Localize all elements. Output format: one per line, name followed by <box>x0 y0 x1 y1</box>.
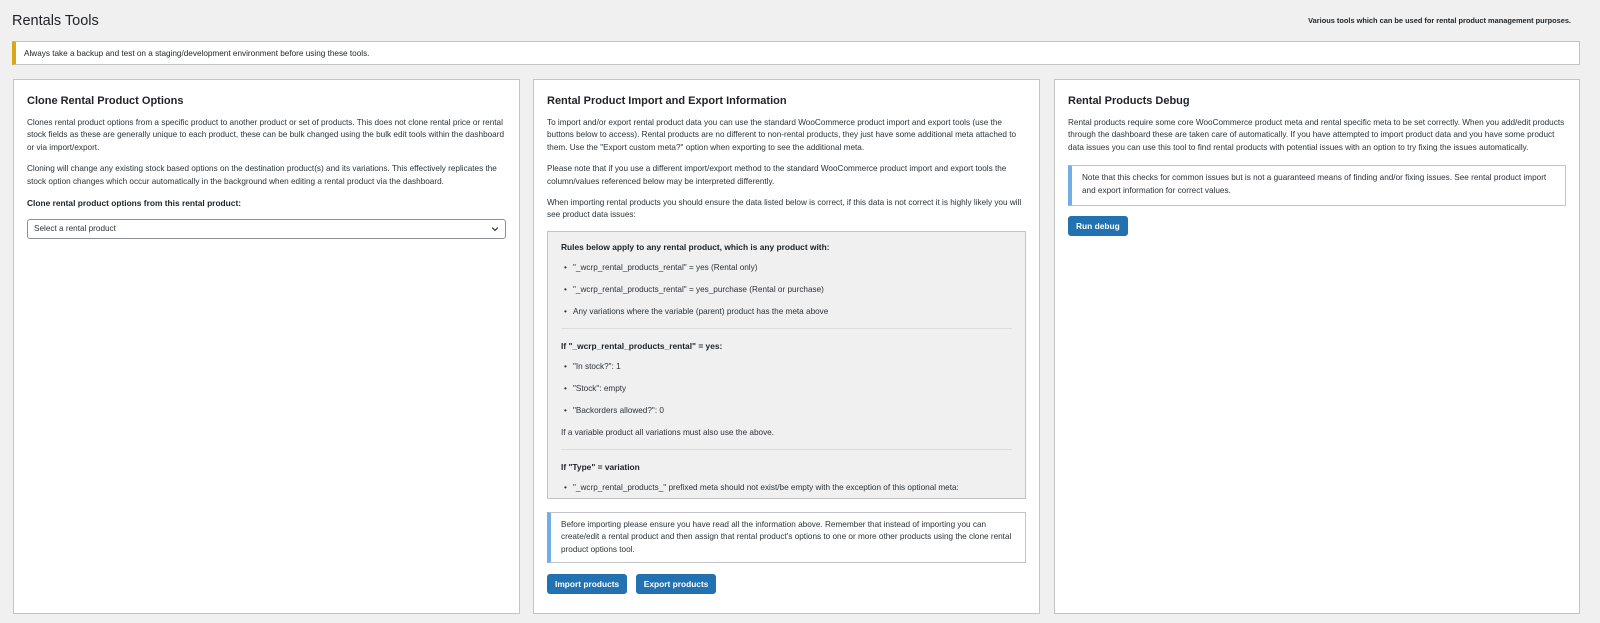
clone-options-stock-note: Cloning will change any existing stock based options on the destination product(s) and its variations. This effectively replicates the stock option changes which occur automatically in the background when editing a rental product via the dashboard. <box>27 164 497 186</box>
import-products-button[interactable]: Import products <box>547 574 627 594</box>
clone-source-label: Clone rental product options from this rental product: <box>27 198 242 209</box>
rental-yes-note: If a variable product all variations must also use the above. <box>561 427 774 437</box>
chevron-down-icon <box>491 225 499 233</box>
clone-options-card <box>13 79 520 614</box>
list-item: • Any variations where the variable (parent) product has the meta above <box>561 306 1012 318</box>
import-export-actions <box>547 574 1026 594</box>
list-item: • "Stock": empty <box>561 383 1012 395</box>
divider <box>561 328 1012 329</box>
debug-info-notice <box>1068 165 1566 206</box>
debug-title: Rental Products Debug <box>1068 95 1190 107</box>
list-item: • "In stock?": 1 <box>561 361 1012 373</box>
variation-list <box>561 482 1012 494</box>
list-item: • "_wcrp_rental_products_" prefixed meta should not exist/be empty with the exception of this optional meta: <box>561 482 1012 494</box>
backup-warning-notice <box>12 41 1580 65</box>
list-item: • "_wcrp_rental_products_rental" = yes (Rental only) <box>561 262 1012 274</box>
rental-yes-list <box>561 361 1012 417</box>
clone-source-select[interactable] <box>27 219 506 239</box>
debug-actions <box>1068 216 1566 236</box>
import-rules-box <box>547 231 1026 499</box>
import-info-text: Before importing please ensure you have read all the information above. Remember that instead of importing you can create/edit a rental product and then assign that rental product's options to one or more other products using the clone rental product options tool. <box>561 519 1012 554</box>
import-export-card <box>533 79 1040 614</box>
run-debug-button[interactable]: Run debug <box>1068 216 1128 236</box>
export-products-button[interactable]: Export products <box>636 574 717 594</box>
variation-heading: If "Type" = variation <box>561 461 640 472</box>
import-export-title: Rental Product Import and Export Information <box>547 95 787 107</box>
import-export-intro: To import and/or export rental product data you can use the standard WooCommerce product import and export tools (use the buttons below to access). Rental products are no different to non-rental products, they just have some additional meta attached to them. Use the "Export custom meta?" option when exporting to see the additional meta. <box>547 118 1017 152</box>
clone-options-title: Clone Rental Product Options <box>27 95 184 107</box>
import-export-data-note: When importing rental products you should ensure the data listed below is correct, if this data is not correct it is highly likely you will see product data issues: <box>547 198 1022 220</box>
divider <box>561 449 1012 450</box>
rental-yes-heading: If "_wcrp_rental_products_rental" = yes: <box>561 340 723 351</box>
clone-source-select-value: Select a rental product <box>34 224 116 234</box>
debug-description: Rental products require some core WooCommerce product meta and rental specific meta to be set correctly. When you add/edit products through the dashboard these are taken care of automatically. If you have attempted to import product data and you have some product data issues you can use this tool to find rental products with potential issues with an option to try fixing the issues automatically. <box>1068 118 1565 152</box>
import-info-notice <box>547 512 1026 563</box>
rules-heading: Rules below apply to any rental product, which is any product with: <box>561 241 830 252</box>
import-export-method-note: Please note that if you use a different import/export method to the standard WooCommerce product import and export tools the column/values referenced below may be interpreted differently. <box>547 164 1007 186</box>
list-item: • "Backorders allowed?": 0 <box>561 405 1012 417</box>
page-title: Rentals Tools <box>12 13 99 29</box>
backup-warning-text: Always take a backup and test on a staging/development environment before using these tools. <box>24 49 370 58</box>
debug-card <box>1054 79 1580 614</box>
rules-list <box>561 262 1012 318</box>
debug-info-text: Note that this checks for common issues but is not a guaranteed means of finding and/or fixing issues. See rental product import and export information for correct values. <box>1082 173 1547 195</box>
page-description: Various tools which can be used for rental product management purposes. <box>1308 16 1571 25</box>
list-item: • "_wcrp_rental_products_rental" = yes_purchase (Rental or purchase) <box>561 284 1012 296</box>
clone-options-description: Clones rental product options from a specific product to another product or set of products. This does not clone rental price or rental stock fields as these are generally unique to each product, these can be bulk changed using the bulk edit tools within the dashboard or via import/export. <box>27 118 505 152</box>
